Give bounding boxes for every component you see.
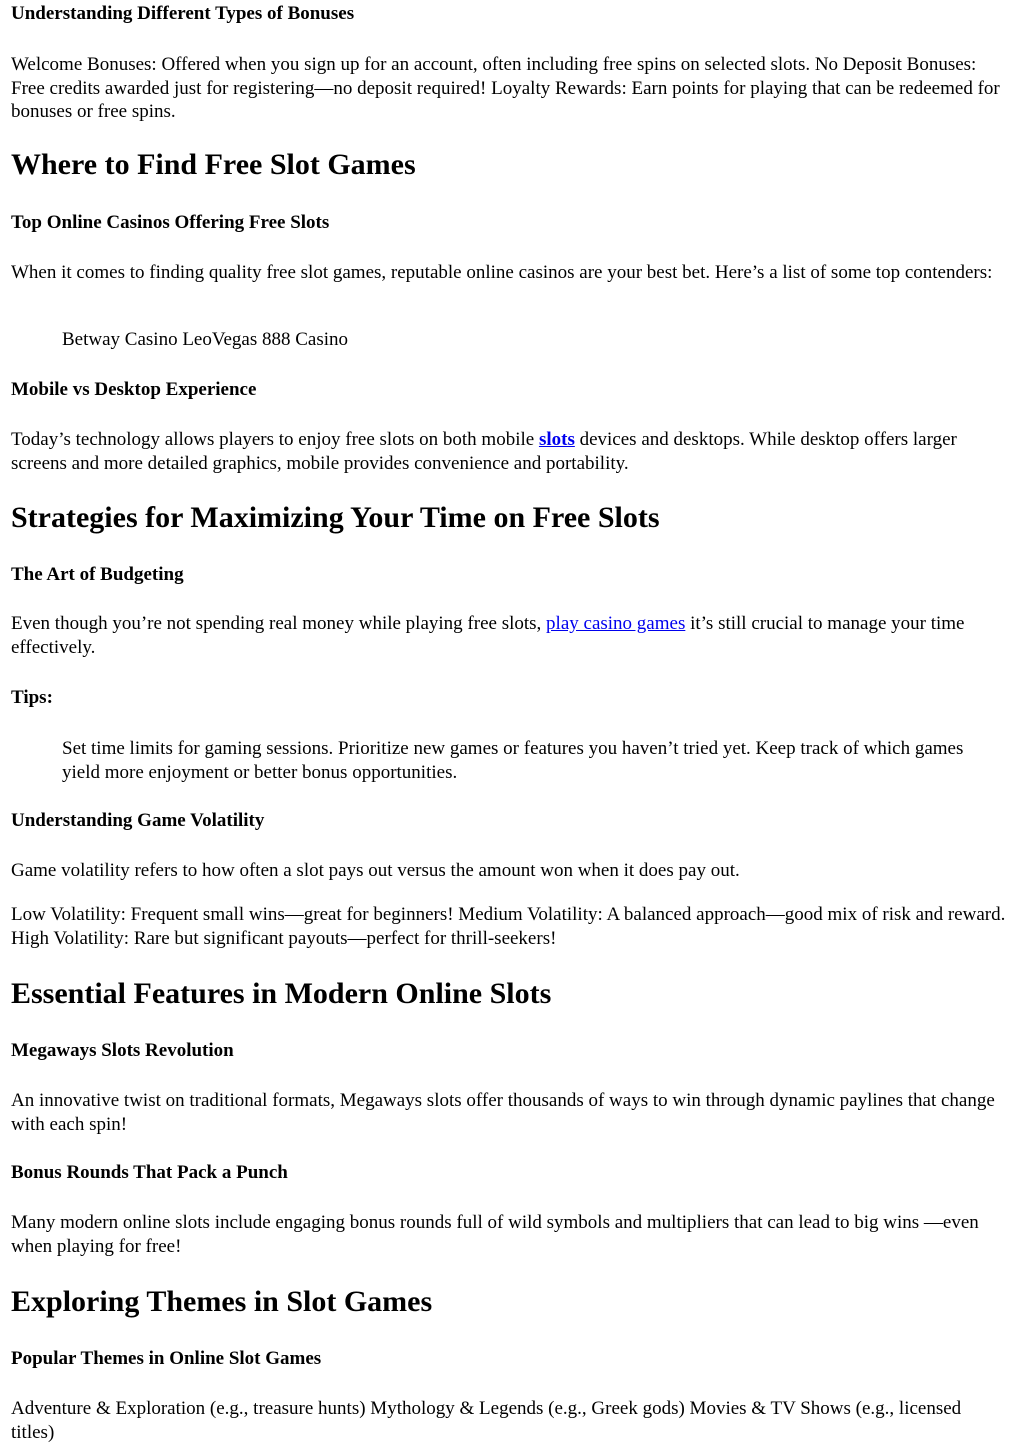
- tips-label: Tips:: [11, 687, 53, 708]
- text-after-link: devices and desktops. While desktop offers larger screens and more detailed graphics, mobile provides convenience and portability.: [11, 429, 957, 474]
- heading-essential-features: Essential Features in Modern Online Slots: [11, 977, 552, 1010]
- paragraph-budgeting: [11, 612, 1006, 659]
- casino-list: Betway Casino LeoVegas 888 Casino: [62, 329, 349, 350]
- text-before-link: Even though you’re not spending real money while playing free slots,: [11, 613, 547, 634]
- paragraph-megaways: An innovative twist on traditional formats, Megaways slots offer thousands of ways to win through dynamic paylines that change with each spin!: [11, 1090, 995, 1135]
- slots-link[interactable]: slots: [538, 429, 575, 450]
- paragraph-volatility-intro: Game volatility refers to how often a slot pays out versus the amount won when it does pay out.: [11, 860, 740, 881]
- tips-list: Set time limits for gaming sessions. Prioritize new games or features you haven’t tried yet. Keep track of which games yield more enjoyment or better bonus opportunities.: [62, 738, 964, 783]
- play-casino-games-link[interactable]: play casino games: [546, 613, 686, 634]
- heading-mobile-desktop: Mobile vs Desktop Experience: [11, 379, 257, 400]
- heading-strategies: Strategies for Maximizing Your Time on Free Slots: [11, 501, 660, 534]
- heading-bonus-rounds: Bonus Rounds That Pack a Punch: [11, 1162, 288, 1183]
- heading-bonus-types: Understanding Different Types of Bonuses: [11, 3, 355, 24]
- heading-popular-themes: Popular Themes in Online Slot Games: [11, 1348, 322, 1369]
- paragraph-bonus-rounds: Many modern online slots include engaging bonus rounds full of wild symbols and multipliers that can lead to big wins —even when playing for free!: [11, 1212, 979, 1257]
- heading-themes: Exploring Themes in Slot Games: [11, 1285, 433, 1318]
- heading-megaways: Megaways Slots Revolution: [11, 1040, 234, 1061]
- paragraph-popular-themes: Adventure & Exploration (e.g., treasure hunts) Mythology & Legends (e.g., Greek gods) Movies & TV Shows (e.g., licensed titles): [11, 1398, 962, 1443]
- heading-where-to-find: Where to Find Free Slot Games: [11, 148, 416, 181]
- paragraph-mobile-desktop: [11, 428, 1006, 475]
- heading-top-casinos: Top Online Casinos Offering Free Slots: [11, 212, 330, 233]
- text-after-link: it’s still crucial to manage your time effectively.: [11, 613, 965, 658]
- heading-budgeting: The Art of Budgeting: [11, 564, 184, 585]
- paragraph-volatility-types: Low Volatility: Frequent small wins—great for beginners! Medium Volatility: A balanced approach—good mix of risk and reward. High Volatility: Rare but significant payouts—perfect for thrill-seekers!: [11, 904, 1006, 949]
- paragraph-top-casinos: When it comes to finding quality free slot games, reputable online casinos are your best bet. Here’s a list of some top contenders:: [11, 262, 993, 283]
- paragraph-bonus-types: Welcome Bonuses: Offered when you sign up for an account, often including free spins on selected slots. No Deposit Bonuses: Free credits awarded just for registering—no deposit required! Loyalty Rewards: Earn points for playing that can be redeemed for bonuses or free spins.: [11, 54, 1000, 122]
- text-before-link: Today’s technology allows players to enjoy free slots on both mobile: [11, 429, 539, 450]
- heading-volatility: Understanding Game Volatility: [11, 810, 265, 831]
